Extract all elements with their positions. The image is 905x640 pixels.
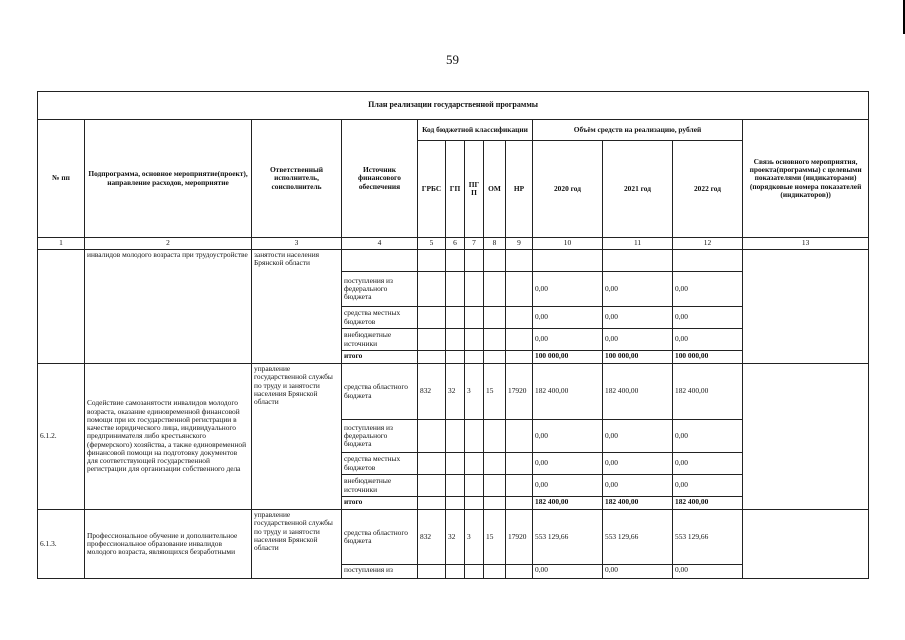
header-om: ОМ	[484, 141, 506, 238]
total-2022: 182 400,00	[673, 497, 743, 510]
header-link: Связь основного мероприятия, проекта(программы) с целевыми показателями (индикаторами) (порядковые номера показателей (индикаторов))	[743, 120, 869, 238]
source-cell: итого	[342, 351, 418, 364]
header-subprogram: Подпрограмма, основное мероприятие(проект), направление расходов, мероприятие	[85, 120, 252, 238]
value-2022: 0,00	[673, 565, 743, 579]
value-2022: 0,00	[673, 475, 743, 497]
col-number: 12	[673, 238, 743, 250]
value-2021: 0,00	[603, 307, 673, 329]
value-2020: 0,00	[533, 565, 603, 579]
header-pgp: ПГП	[465, 141, 484, 238]
value-2022: 0,00	[673, 272, 743, 307]
header-2020: 2020 год	[533, 141, 603, 238]
source-cell: внебюджетные источники	[342, 475, 418, 497]
code-nr: 17920	[506, 510, 533, 565]
col-number: 3	[252, 238, 342, 250]
source-cell	[342, 250, 418, 272]
item-number: 6.1.3.	[38, 510, 85, 579]
col-number: 9	[506, 238, 533, 250]
header-row-1	[38, 120, 869, 141]
source-cell: средства местных бюджетов	[342, 307, 418, 329]
title-row	[38, 92, 869, 120]
value-2022: 0,00	[673, 420, 743, 453]
code-grbs: 832	[418, 510, 446, 565]
value-2020: 0,00	[533, 329, 603, 351]
header-2021: 2021 год	[603, 141, 673, 238]
col-number: 4	[342, 238, 418, 250]
value-2022: 0,00	[673, 307, 743, 329]
col-number: 5	[418, 238, 446, 250]
table-title: План реализации государственной программы	[38, 92, 869, 120]
value-2022: 553 129,66	[673, 510, 743, 565]
col-number: 7	[465, 238, 484, 250]
header-executor: Ответственный исполнитель, соисполнитель	[252, 120, 342, 238]
item-number: 6.1.2.	[38, 364, 85, 510]
value-2021: 182 400,00	[603, 364, 673, 420]
item-description: Содействие самозанятости инвалидов молодого возраста, оказание единовременной финансовой помощи при их государственной регистрации в качестве юридического лица, индивидуального предпринимателя либо крестьянского (фермерского) хозяйства, а также единовременной финансовой помощи на подготовку документов для соответствующей государственной регистрации для организации собственного дела	[85, 364, 252, 510]
col-number: 10	[533, 238, 603, 250]
value-2020: 0,00	[533, 475, 603, 497]
value-2021: 0,00	[603, 565, 673, 579]
value-2021: 0,00	[603, 272, 673, 307]
code-gp: 32	[446, 510, 465, 565]
code-pgp: 3	[465, 510, 484, 565]
header-source: Источник финансового обеспечения	[342, 120, 418, 238]
value-2020: 0,00	[533, 420, 603, 453]
source-cell: внебюджетные источники	[342, 329, 418, 351]
source-cell: поступления из федерального бюджета	[342, 420, 418, 453]
code-om: 15	[484, 364, 506, 420]
item-description: Профессиональное обучение и дополнительное профессиональное образование инвалидов молодого возраста, являющихся безработными	[85, 510, 252, 579]
cont-description: инвалидов молодого возраста при трудоустройстве	[85, 250, 252, 364]
header-volume-group: Объём средств на реализацию, рублей	[533, 120, 743, 141]
col-number: 1	[38, 238, 85, 250]
cont-num-cell	[38, 250, 85, 364]
item-link-cell	[743, 364, 869, 510]
source-cell: поступления из федерального бюджета	[342, 272, 418, 307]
item-link-cell	[743, 510, 869, 579]
table-row	[38, 510, 869, 565]
item-executor: управление государственной службы по труду и занятости населения Брянской области	[252, 510, 342, 579]
total-2020: 100 000,00	[533, 351, 603, 364]
code-grbs: 832	[418, 364, 446, 420]
table-row	[38, 364, 869, 420]
source-cell: средства областного бюджета	[342, 364, 418, 420]
header-gp: ГП	[446, 141, 465, 238]
total-2020: 182 400,00	[533, 497, 603, 510]
value-2021: 0,00	[603, 420, 673, 453]
value-2020: 0,00	[533, 272, 603, 307]
cont-executor: занятости населения Брянской области	[252, 250, 342, 364]
source-cell: средства местных бюджетов	[342, 453, 418, 475]
code-gp: 32	[446, 364, 465, 420]
value-2020: 0,00	[533, 307, 603, 329]
source-cell: итого	[342, 497, 418, 510]
value-2022: 0,00	[673, 453, 743, 475]
col-number: 11	[603, 238, 673, 250]
col-number: 6	[446, 238, 465, 250]
value-2020: 0,00	[533, 453, 603, 475]
total-2022: 100 000,00	[673, 351, 743, 364]
header-nr: НР	[506, 141, 533, 238]
header-2022: 2022 год	[673, 141, 743, 238]
code-om: 15	[484, 510, 506, 565]
value-2022: 182 400,00	[673, 364, 743, 420]
header-grbs: ГРБС	[418, 141, 446, 238]
plan-table	[37, 91, 869, 579]
table-row	[38, 250, 869, 272]
cont-link-cell	[743, 250, 869, 364]
code-pgp: 3	[465, 364, 484, 420]
source-cell: поступления из	[342, 565, 418, 579]
total-2021: 182 400,00	[603, 497, 673, 510]
value-2021: 0,00	[603, 329, 673, 351]
source-cell: средства областного бюджета	[342, 510, 418, 565]
header-code-group: Код бюджетной классификации	[418, 120, 533, 141]
col-number: 13	[743, 238, 869, 250]
header-num: № пп	[38, 120, 85, 238]
col-number: 8	[484, 238, 506, 250]
value-2021: 0,00	[603, 475, 673, 497]
page-number: 59	[446, 52, 459, 67]
value-2021: 0,00	[603, 453, 673, 475]
value-2021: 553 129,66	[603, 510, 673, 565]
value-2020: 182 400,00	[533, 364, 603, 420]
total-2021: 100 000,00	[603, 351, 673, 364]
col-number: 2	[85, 238, 252, 250]
item-executor: управление государственной службы по труду и занятости населения Брянской области	[252, 364, 342, 510]
value-2020: 553 129,66	[533, 510, 603, 565]
code-nr: 17920	[506, 364, 533, 420]
value-2022: 0,00	[673, 329, 743, 351]
column-number-row	[38, 238, 869, 250]
